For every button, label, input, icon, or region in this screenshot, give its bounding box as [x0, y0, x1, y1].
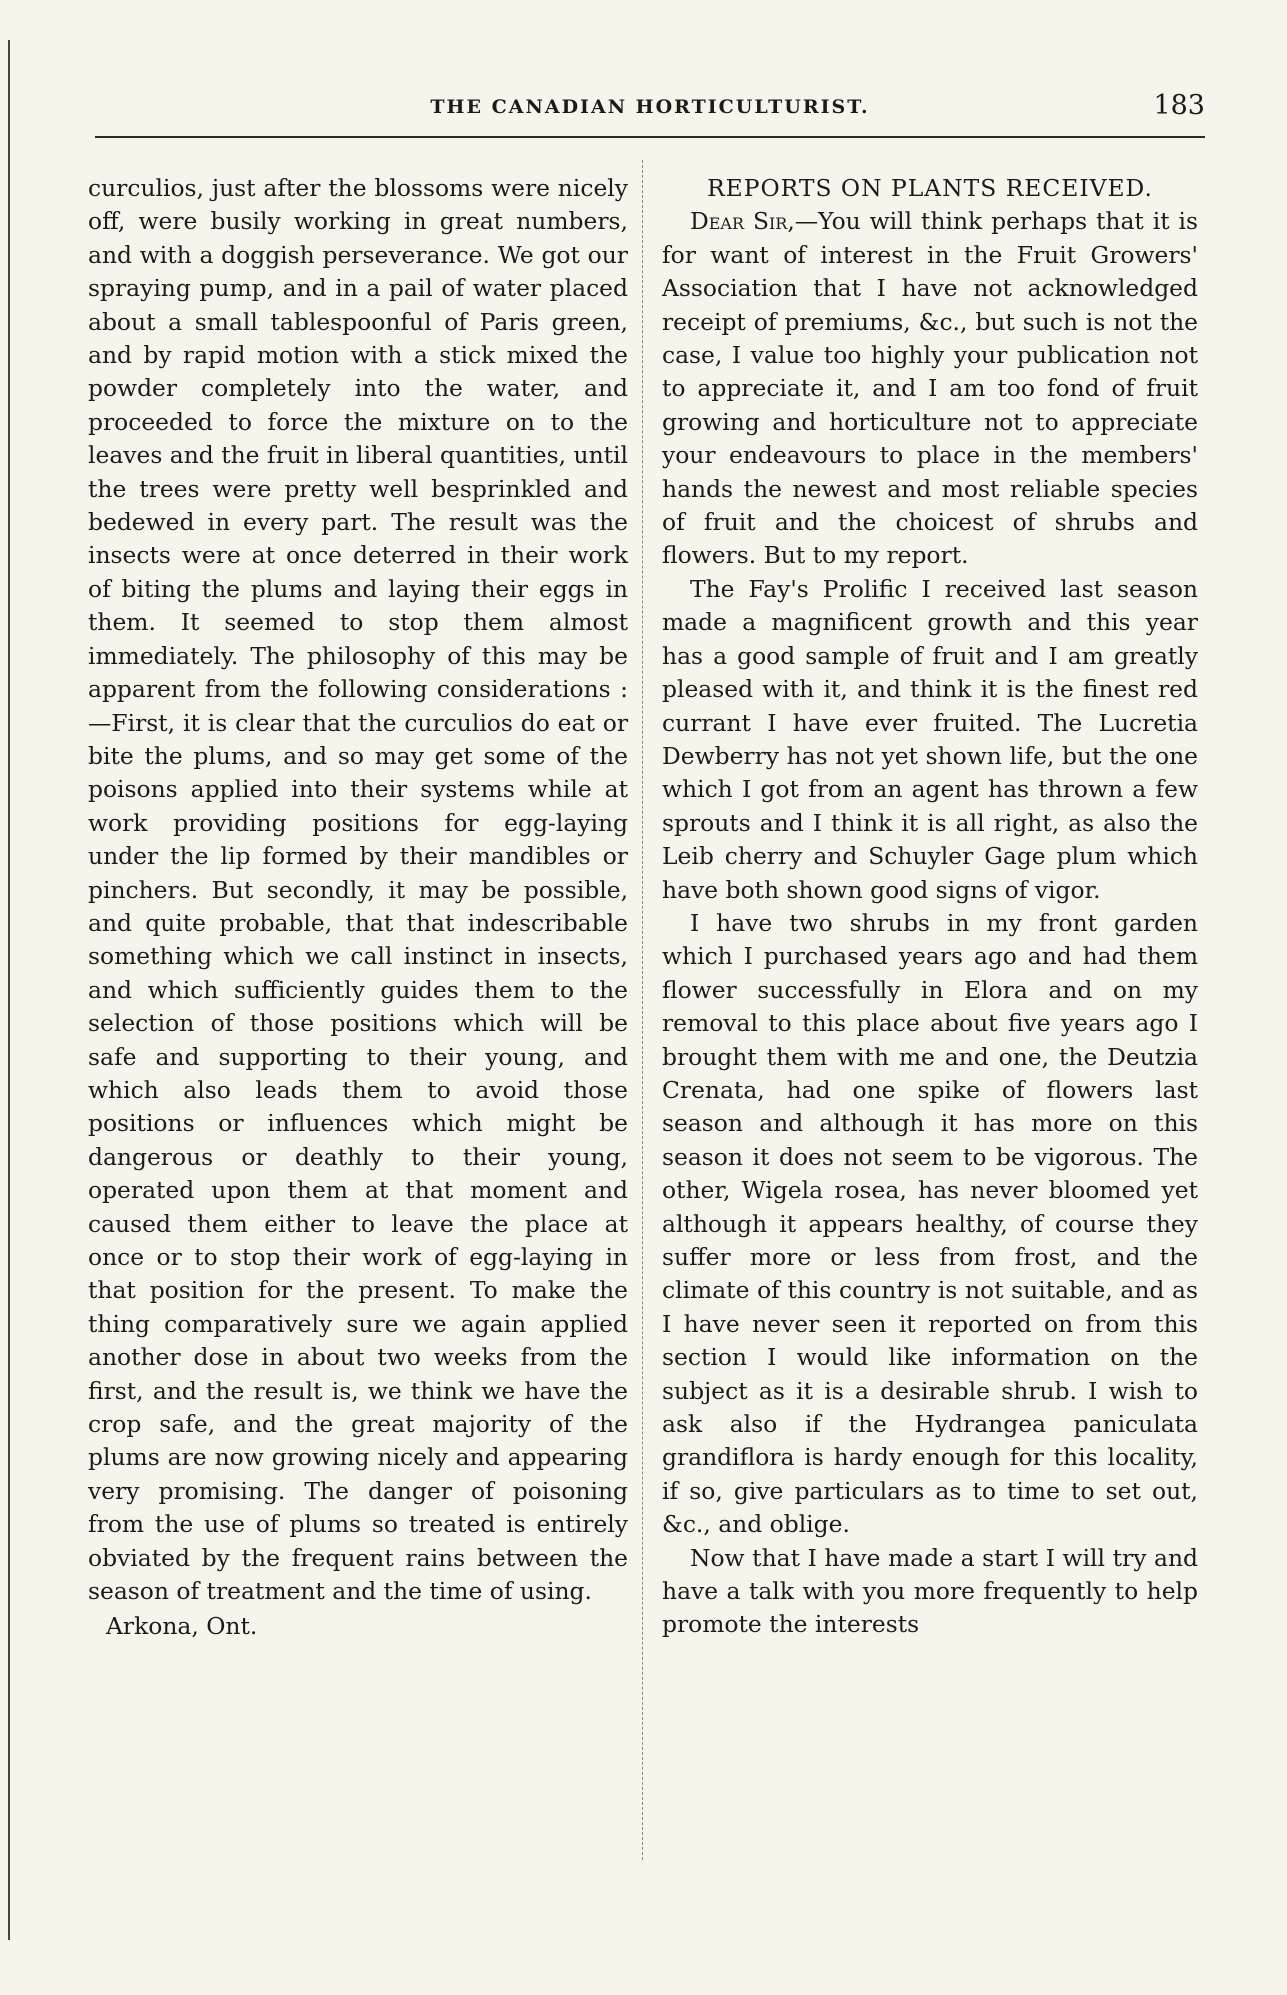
letter-paragraph-4: Now that I have made a start I will try and have a talk with you more frequently to help promote the interests: [662, 1543, 1198, 1639]
left-paragraph: curculios, just after the blossoms were nicely off, were busily working in great numbers, and with a doggish perseverance. We got our spraying pump, and in a pail of water placed about a small tablespoonful of Paris green, and by rapid motion with a stick mixed the powder completely into the water, and proceeded to force the mixture on to the leaves and the fruit in liberal quantities, until the trees were pretty well besprinkled and bedewed in every part. The result was the insects were at once deterred in their work of biting the plums and laying their eggs in them. It seemed to stop them almost immediately. The philosophy of this may be apparent from the following considerations :—First, it is clear that the curculios do eat or bite the plums, and so may get some of the poisons applied into their systems while at work providing positions for egg-laying under the lip formed by their mandibles or pinchers. But secondly, it may be possible, and quite probable, that that indescribable something which we call instinct in insects, and which sufficiently guides them to the selection of those positions which will be safe and supporting to their young, and which also leads them to avoid those positions or influences which might be dangerous or deathly to their young, operated upon them at that moment and caused them either to leave the place at once or to stop their work of egg-laying in that position for the present. To make the thing comparatively sure we again applied another dose in about two weeks from the first, and the result is, we think we have the crop safe, and the great majority of the plums are now growing nicely and appearing very promising. The danger of poisoning from the use of plums so treated is entirely obviated by the frequent rains between the season of treatment and the time of using.: [88, 174, 628, 1606]
right-column: [662, 172, 1198, 1642]
letter-opening: [662, 205, 1198, 572]
letter-paragraph-1: —You will think perhaps that it is for want of interest in the Fruit Growers' Association that I have not acknowledged receipt of premiums, &c., but such is not the case, I value too highly your publication not to appreciate it, and I am too fond of fruit growing and horticulture not to appreciate your endeavours to place in the members' hands the newest and most reliable species of fruit and the choicest of shrubs and flowers. But to my report.: [662, 207, 1198, 570]
page-edge-mark-top: [8, 40, 10, 1940]
header-rule: [95, 136, 1205, 138]
salutation: Dear Sir,: [690, 207, 795, 236]
running-header: [95, 90, 1205, 130]
letter-paragraph-2: The Fay's Prolific I received last season made a magnificent growth and this year has a good sample of fruit and I am greatly pleased with it, and think it is the finest red currant I have ever fruited. The Lucretia Dewberry has not yet shown life, but the one which I got from an agent has thrown a few sprouts and I think it is all right, as also the Leib cherry and Schuyler Gage plum which have both shown good signs of vigor.: [662, 574, 1198, 904]
column-divider: [642, 160, 644, 1860]
journal-title: THE CANADIAN HORTICULTURIST.: [430, 96, 870, 118]
section-heading: REPORTS ON PLANTS RECEIVED.: [707, 174, 1153, 202]
letter-paragraph-3: I have two shrubs in my front garden which I purchased years ago and had them flower successfully in Elora and on my removal to this place about five years ago I brought them with me and one, the Deutzia Crenata, had one spike of flowers last season and although it has more on this season it does not seem to be vigorous. The other, Wigela rosea, has never bloomed yet although it appears healthy, of course they suffer more or less from frost, and the climate of this country is not suitable, and as I have never seen it reported on from this section I would like information on the subject as it is a desirable shrub. I wish to ask also if the Hydrangea paniculata grandiflora is hardy enough for this locality, if so, give particulars as to time to set out, &c., and oblige.: [662, 908, 1198, 1539]
left-column: [88, 172, 628, 1644]
page-number: 183: [1153, 90, 1205, 121]
signature-location: Arkona, Ont.: [106, 1612, 258, 1641]
